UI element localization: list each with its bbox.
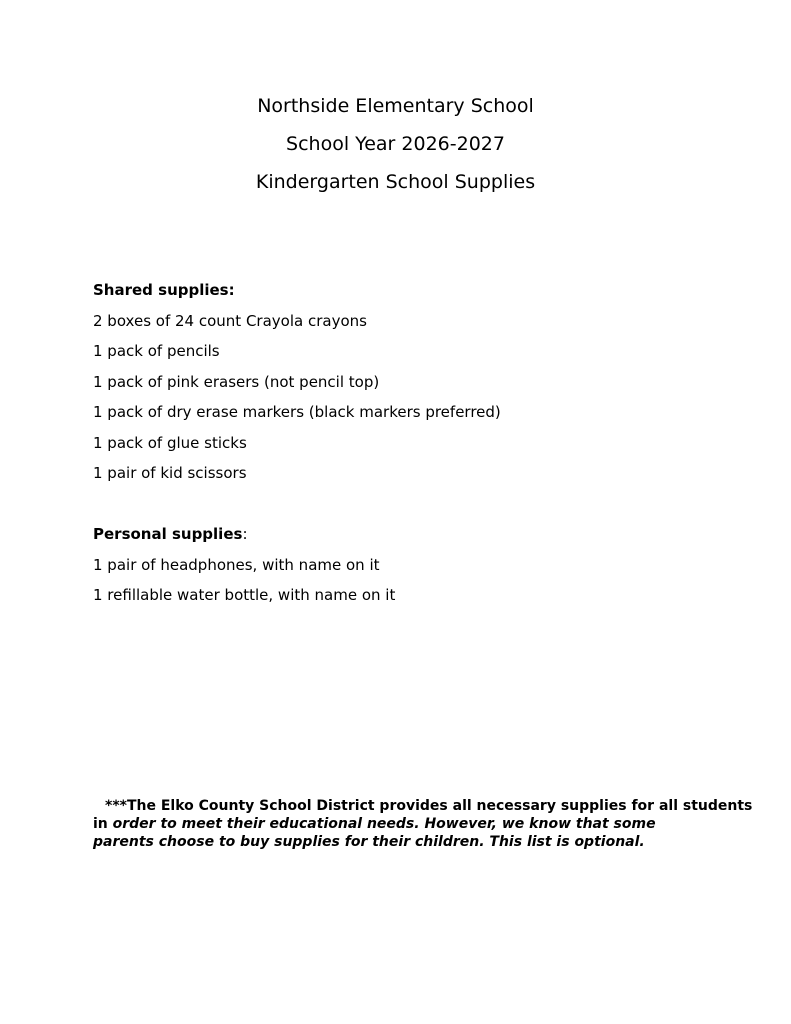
personal-supplies-colon: : <box>242 525 248 543</box>
list-item: 1 pack of pink erasers (not pencil top) <box>93 373 380 391</box>
list-title: Kindergarten School Supplies <box>255 171 536 193</box>
list-item: 1 pack of dry erase markers (black markers preferred) <box>93 403 501 421</box>
list-item: 1 pack of pencils <box>93 342 220 360</box>
list-item: 2 boxes of 24 count Crayola crayons <box>93 312 367 330</box>
school-year: School Year 2026-2027 <box>286 133 505 155</box>
list-item: 1 refillable water bottle, with name on it <box>93 586 396 604</box>
footnote-line-2-prefix: in <box>93 816 113 832</box>
list-item: 1 pack of glue sticks <box>93 434 247 452</box>
footnote-line-2 <box>93 815 656 833</box>
list-item: 1 pair of kid scissors <box>93 464 247 482</box>
personal-supplies-title: Personal supplies <box>93 525 243 543</box>
footnote-line-3-italic: parents choose to buy supplies for their children. This list is optional. <box>93 834 645 850</box>
school-name: Northside Elementary School <box>257 95 534 117</box>
list-item: 1 pair of headphones, with name on it <box>93 556 380 574</box>
shared-supplies-heading: Shared supplies: <box>93 281 235 299</box>
personal-supplies-heading <box>93 524 248 544</box>
footnote-line-1: ***The Elko County School District provides all necessary supplies for all students <box>105 798 753 814</box>
footnote-line-2-italic: order to meet their educational needs. However, we know that some <box>112 816 656 832</box>
footnote-line-3 <box>93 833 645 851</box>
